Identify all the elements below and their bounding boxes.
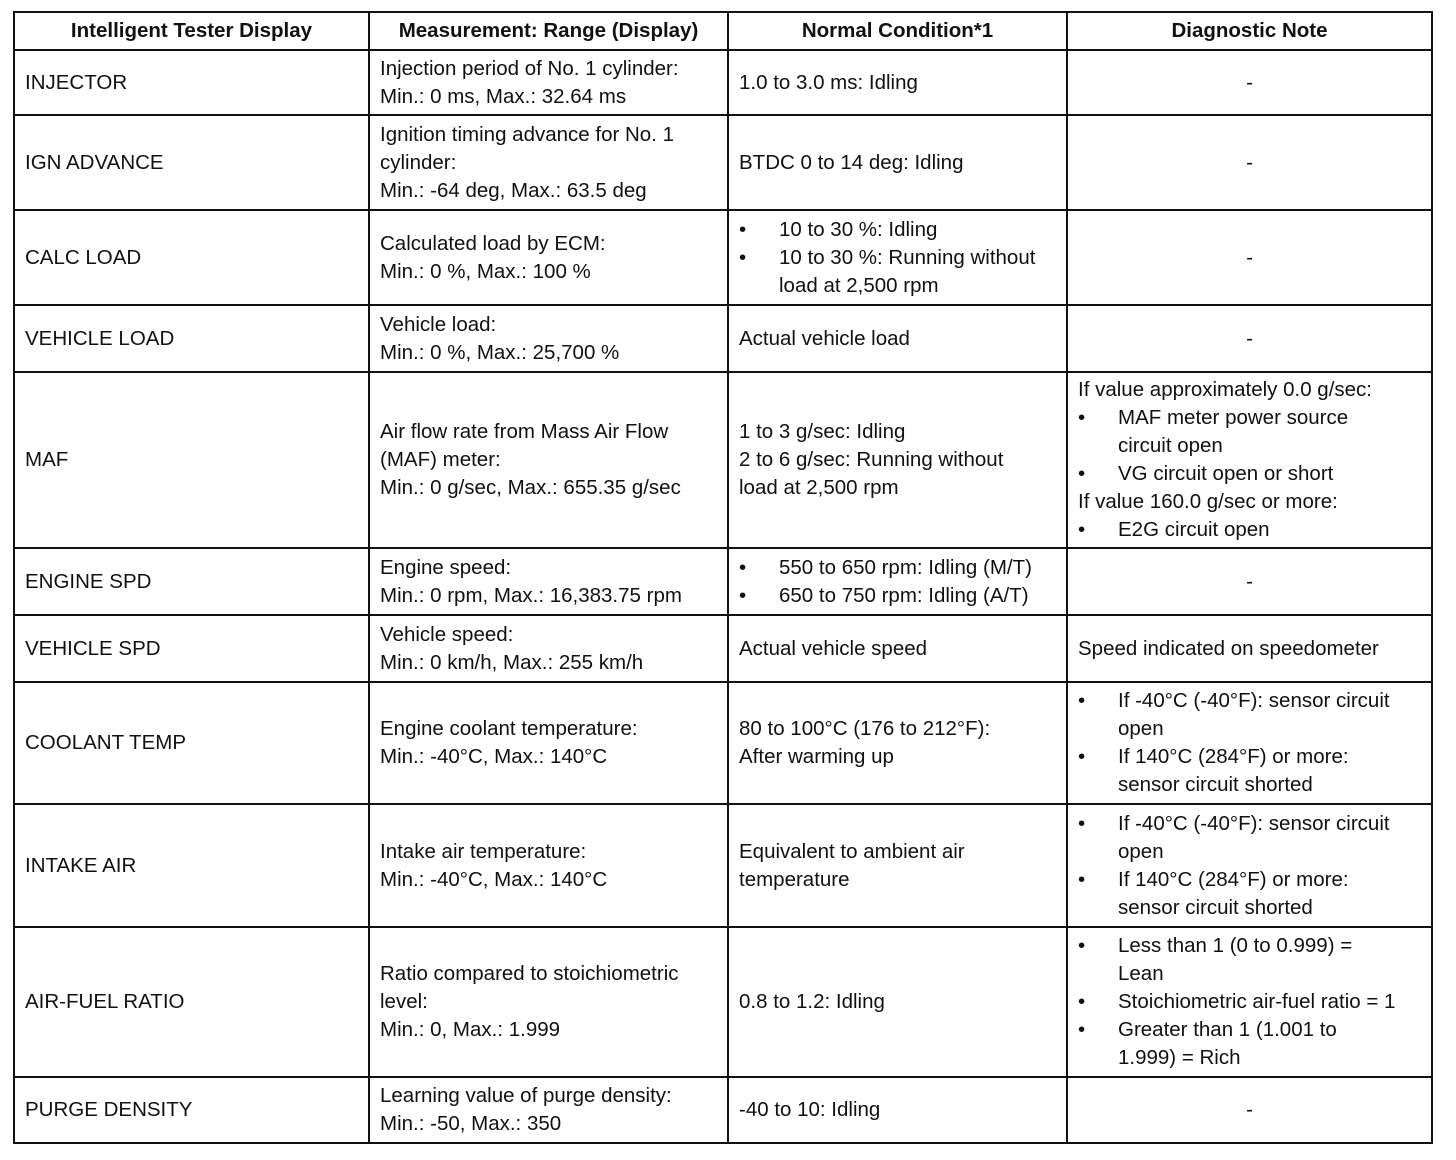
measurement-line: Min.: 0 %, Max.: 100 %: [380, 259, 591, 283]
measurement-line: Air flow rate from Mass Air Flow: [380, 420, 669, 443]
normal-bullet-line: • 10 to 30 %: Idling: [779, 217, 938, 241]
measurement-line: Min.: -40°C, Max.: 140°C: [380, 745, 608, 768]
cell-diagnostic-note: [1067, 615, 1432, 682]
normal-line: 0.8 to 1.2: Idling: [739, 990, 885, 1013]
note-bullet-item: [1078, 404, 1421, 460]
header-tester-display: Intelligent Tester Display: [14, 12, 369, 50]
note-bullet-list: [1078, 687, 1421, 799]
normal-bullet-line: • 10 to 30 %: Running without: [779, 245, 1036, 269]
cell-diagnostic-note: -: [1067, 305, 1432, 372]
normal-bullet-line: load at 2,500 rpm: [779, 273, 939, 297]
cell-measurement-range: [369, 1077, 728, 1143]
note-intro-line: If value 160.0 g/sec or more:: [1078, 490, 1338, 513]
cell-measurement-range: [369, 305, 728, 372]
normal-line: 1 to 3 g/sec: Idling: [739, 420, 906, 443]
note-bullet-line: • E2G circuit open: [1118, 518, 1270, 541]
table-row: [14, 927, 1432, 1077]
measurement-line: (MAF) meter:: [380, 448, 501, 471]
measurement-line: Engine coolant temperature:: [380, 717, 638, 740]
note-bullet-item: [1078, 460, 1421, 488]
cell-normal-condition: [728, 115, 1067, 210]
table-row: [14, 548, 1432, 615]
cell-diagnostic-note: [1067, 372, 1432, 548]
measurement-line: Min.: 0 %, Max.: 25,700 %: [380, 340, 620, 364]
note-bullet-item: [1078, 743, 1421, 799]
measurement-line: Vehicle speed:: [380, 622, 514, 646]
cell-normal-condition: [728, 50, 1067, 115]
cell-measurement-range: [369, 927, 728, 1077]
note-bullet-list: [1078, 516, 1421, 544]
table-header-row: [14, 12, 1432, 50]
table-row: [14, 1077, 1432, 1143]
note-bullet-item: [1078, 1016, 1421, 1072]
note-bullet-item: [1078, 866, 1421, 922]
cell-diagnostic-note: -: [1067, 115, 1432, 210]
cell-normal-condition: [728, 372, 1067, 548]
cell-normal-condition: [728, 1077, 1067, 1143]
header-measurement-range: Measurement: Range (Display): [369, 12, 728, 50]
cell-normal-condition: [728, 548, 1067, 615]
normal-line: Actual vehicle load: [739, 326, 910, 350]
note-bullet-line: • Greater than 1 (1.001 to: [1118, 1018, 1337, 1041]
normal-line: Actual vehicle speed: [739, 636, 928, 660]
table-row: [14, 305, 1432, 372]
note-bullet-line: • Less than 1 (0 to 0.999) =: [1118, 934, 1353, 957]
table-row: [14, 682, 1432, 804]
table-row: [14, 615, 1432, 682]
cell-tester-display: CALC LOAD: [14, 210, 369, 305]
cell-tester-display: MAF: [14, 372, 369, 548]
cell-tester-display: AIR-FUEL RATIO: [14, 927, 369, 1077]
cell-diagnostic-note: -: [1067, 50, 1432, 115]
normal-line: -40 to 10: Idling: [739, 1098, 881, 1121]
note-bullet-line: • MAF meter power source: [1118, 406, 1349, 429]
cell-diagnostic-note: -: [1067, 210, 1432, 305]
note-bullet-line: open: [1118, 839, 1164, 863]
cell-measurement-range: [369, 548, 728, 615]
cell-measurement-range: [369, 682, 728, 804]
table-row: [14, 50, 1432, 115]
note-bullet-item: [1078, 932, 1421, 988]
cell-measurement-range: [369, 210, 728, 305]
normal-bullet-item: [739, 244, 1056, 300]
measurement-line: Min.: 0 km/h, Max.: 255 km/h: [380, 650, 644, 674]
cell-normal-condition: [728, 804, 1067, 927]
measurement-line: Learning value of purge density:: [380, 1084, 672, 1107]
note-bullet-line: • VG circuit open or short: [1118, 462, 1334, 485]
measurement-line: Min.: 0, Max.: 1.999: [380, 1018, 561, 1041]
cell-diagnostic-note: -: [1067, 548, 1432, 615]
normal-bullet-item: [739, 554, 1056, 582]
cell-measurement-range: [369, 615, 728, 682]
table-row: [14, 210, 1432, 305]
measurement-line: Min.: -64 deg, Max.: 63.5 deg: [380, 178, 647, 202]
note-bullet-line: circuit open: [1118, 434, 1223, 457]
measurement-line: Injection period of No. 1 cylinder:: [380, 56, 679, 80]
cell-normal-condition: [728, 927, 1067, 1077]
measurement-line: Min.: 0 ms, Max.: 32.64 ms: [380, 84, 627, 108]
note-bullet-line: sensor circuit shorted: [1118, 773, 1313, 796]
cell-normal-condition: [728, 305, 1067, 372]
normal-bullet-line: • 550 to 650 rpm: Idling (M/T): [779, 555, 1032, 579]
cell-measurement-range: [369, 50, 728, 115]
normal-bullet-list: [739, 216, 1056, 300]
note-bullet-list: [1078, 932, 1421, 1072]
measurement-line: Vehicle load:: [380, 312, 497, 336]
normal-bullet-list: [739, 554, 1056, 610]
normal-line: BTDC 0 to 14 deg: Idling: [739, 150, 964, 174]
note-bullet-line: 1.999) = Rich: [1118, 1046, 1241, 1069]
cell-normal-condition: [728, 682, 1067, 804]
cell-tester-display: ENGINE SPD: [14, 548, 369, 615]
cell-tester-display: VEHICLE LOAD: [14, 305, 369, 372]
header-diagnostic-note: Diagnostic Note: [1067, 12, 1432, 50]
measurement-line: Min.: 0 rpm, Max.: 16,383.75 rpm: [380, 583, 682, 607]
note-bullet-line: Lean: [1118, 962, 1164, 985]
note-bullet-item: [1078, 810, 1421, 866]
cell-tester-display: VEHICLE SPD: [14, 615, 369, 682]
note-bullet-line: • If 140°C (284°F) or more:: [1118, 745, 1349, 768]
cell-diagnostic-note: [1067, 682, 1432, 804]
note-line: Speed indicated on speedometer: [1078, 636, 1379, 660]
normal-bullet-item: [739, 582, 1056, 610]
table-row: [14, 804, 1432, 927]
normal-line: Equivalent to ambient air: [739, 839, 965, 863]
note-bullet-line: • Stoichiometric air-fuel ratio = 1: [1118, 990, 1396, 1013]
measurement-line: cylinder:: [380, 150, 457, 174]
normal-line: temperature: [739, 867, 850, 891]
normal-bullet-item: [739, 216, 1056, 244]
normal-bullet-line: • 650 to 750 rpm: Idling (A/T): [779, 583, 1029, 607]
note-bullet-line: sensor circuit shorted: [1118, 895, 1313, 919]
cell-tester-display: INJECTOR: [14, 50, 369, 115]
measurement-line: Min.: -50, Max.: 350: [380, 1112, 562, 1135]
table-row: [14, 372, 1432, 548]
header-normal-condition: Normal Condition*1: [728, 12, 1067, 50]
measurement-line: Engine speed:: [380, 555, 512, 579]
note-bullet-item: [1078, 687, 1421, 743]
measurement-line: Calculated load by ECM:: [380, 231, 606, 255]
note-bullet-list: [1078, 404, 1421, 488]
note-bullet-line: open: [1118, 717, 1164, 740]
note-bullet-item: [1078, 988, 1421, 1016]
note-bullet-list: [1078, 810, 1421, 922]
cell-tester-display: PURGE DENSITY: [14, 1077, 369, 1143]
note-bullet-line: • If -40°C (-40°F): sensor circuit: [1118, 689, 1390, 712]
measurement-line: Ignition timing advance for No. 1: [380, 122, 674, 146]
cell-normal-condition: [728, 210, 1067, 305]
data-list-table: [13, 11, 1433, 1144]
measurement-line: Min.: -40°C, Max.: 140°C: [380, 867, 608, 891]
table-body: [14, 50, 1432, 1143]
normal-line: 80 to 100°C (176 to 212°F):: [739, 717, 991, 740]
note-intro-line: If value approximately 0.0 g/sec:: [1078, 378, 1372, 401]
cell-tester-display: IGN ADVANCE: [14, 115, 369, 210]
measurement-line: level:: [380, 990, 428, 1013]
cell-measurement-range: [369, 804, 728, 927]
cell-diagnostic-note: [1067, 804, 1432, 927]
cell-tester-display: INTAKE AIR: [14, 804, 369, 927]
table-row: [14, 115, 1432, 210]
cell-diagnostic-note: [1067, 927, 1432, 1077]
note-bullet-line: • If -40°C (-40°F): sensor circuit: [1118, 811, 1390, 835]
cell-tester-display: COOLANT TEMP: [14, 682, 369, 804]
measurement-line: Ratio compared to stoichiometric: [380, 962, 679, 985]
cell-measurement-range: [369, 372, 728, 548]
cell-normal-condition: [728, 615, 1067, 682]
measurement-line: Min.: 0 g/sec, Max.: 655.35 g/sec: [380, 476, 681, 499]
normal-line: 1.0 to 3.0 ms: Idling: [739, 70, 918, 94]
measurement-line: Intake air temperature:: [380, 839, 587, 863]
note-bullet-item: [1078, 516, 1421, 544]
normal-line: 2 to 6 g/sec: Running without: [739, 448, 1004, 471]
note-bullet-line: • If 140°C (284°F) or more:: [1118, 867, 1349, 891]
normal-line: After warming up: [739, 745, 894, 768]
normal-line: load at 2,500 rpm: [739, 476, 899, 499]
cell-measurement-range: [369, 115, 728, 210]
cell-diagnostic-note: -: [1067, 1077, 1432, 1143]
